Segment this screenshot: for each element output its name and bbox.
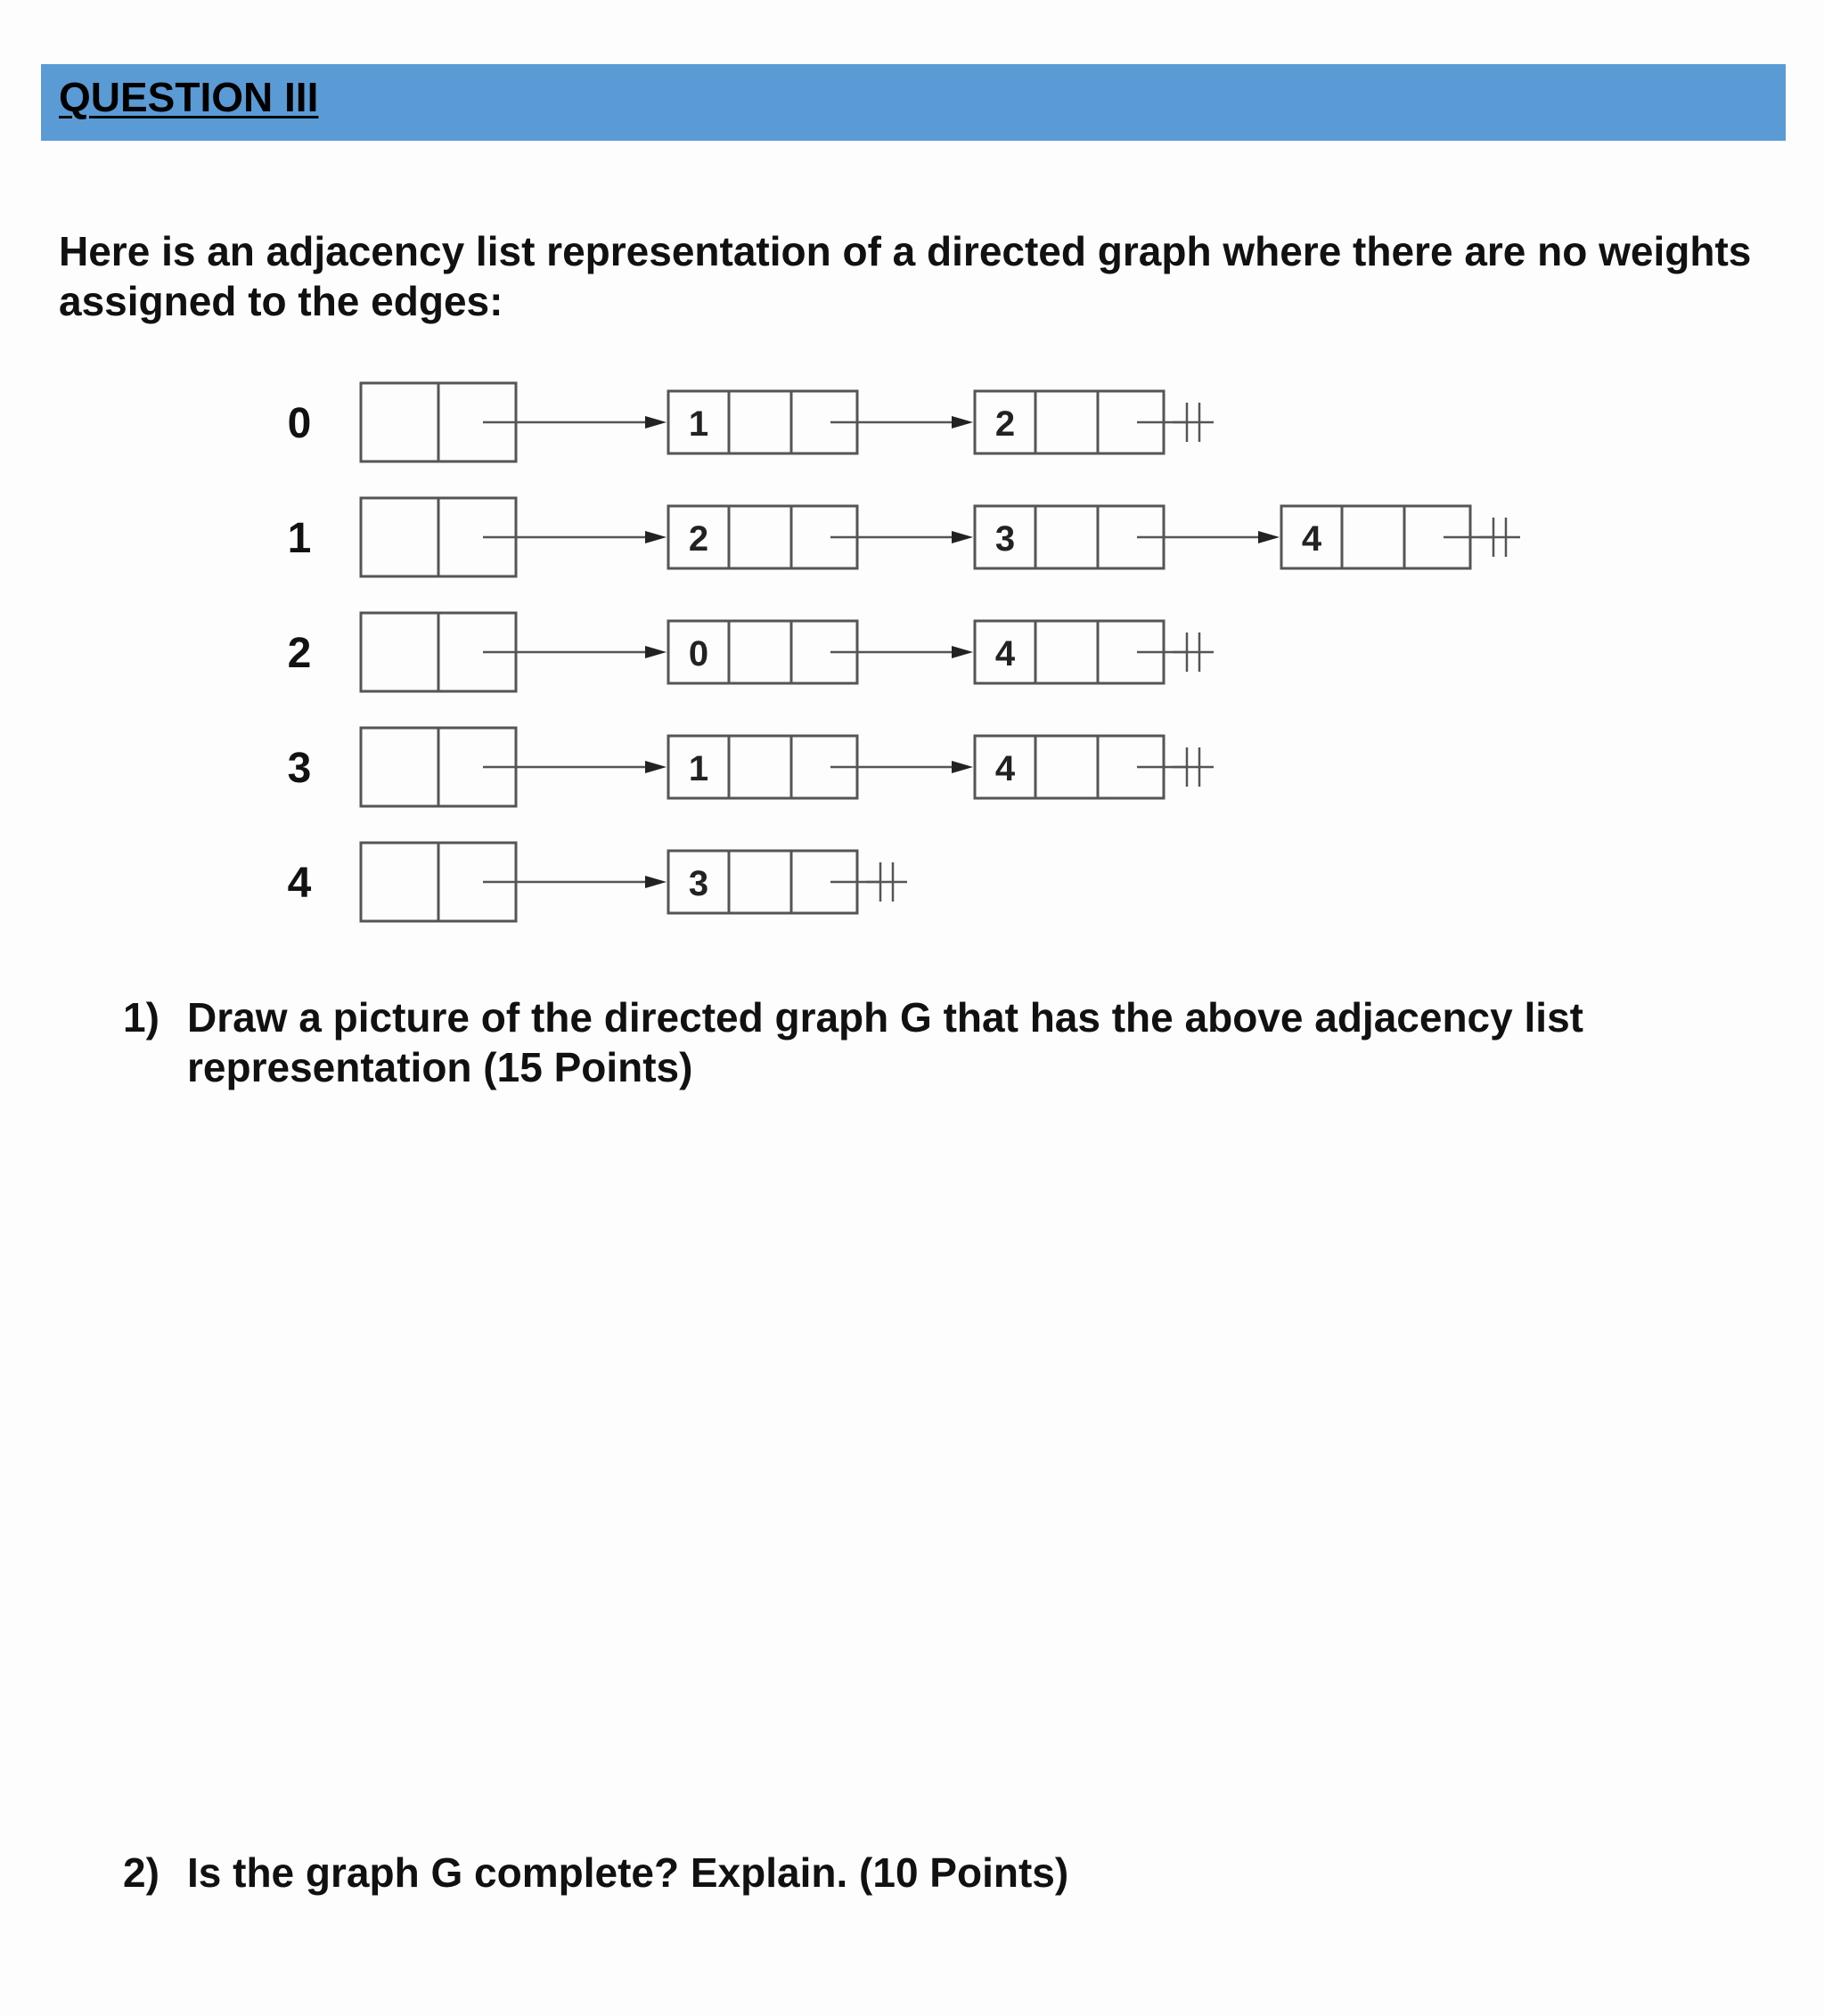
vertex-label-0: 0 xyxy=(287,400,312,447)
question-2-number: 2) xyxy=(123,1849,159,1896)
next-pointer-arrow xyxy=(952,646,973,658)
next-pointer-arrow xyxy=(952,531,973,543)
next-pointer-arrow xyxy=(1258,531,1280,543)
question-1 xyxy=(123,992,1745,1092)
null-terminator-icon xyxy=(1173,403,1214,442)
list-node-value: 4 xyxy=(994,749,1016,788)
pointer-arrow xyxy=(645,416,667,429)
next-pointer-arrow xyxy=(952,416,973,429)
null-terminator-icon xyxy=(866,862,907,902)
pointer-arrow xyxy=(645,761,667,773)
vertex-label-1: 1 xyxy=(287,515,312,562)
list-node-value: 4 xyxy=(994,634,1016,673)
question-2-text: Is the graph G complete? Explain. (10 Points) xyxy=(187,1849,1069,1896)
list-node-value: 2 xyxy=(688,519,709,559)
intro-text: Here is an adjacency list representation of a directed graph where there are no weights assigned to the edges: xyxy=(59,228,1752,324)
null-terminator-icon xyxy=(1173,633,1214,672)
next-pointer-arrow xyxy=(952,761,973,773)
list-node-value: 1 xyxy=(688,404,709,444)
question-title: QUESTION III xyxy=(59,74,319,120)
list-node-value: 3 xyxy=(994,519,1016,559)
null-terminator-icon xyxy=(1173,747,1214,787)
pointer-arrow xyxy=(645,646,667,658)
pointer-arrow xyxy=(645,531,667,543)
null-terminator-icon xyxy=(1479,518,1520,557)
list-node-value: 0 xyxy=(688,634,709,673)
question-1-number: 1) xyxy=(123,994,159,1041)
question-1-text: Draw a picture of the directed graph G that has the above adjacency list representation (15 Points) xyxy=(187,994,1583,1090)
list-node-value: 1 xyxy=(688,749,709,788)
vertex-label-2: 2 xyxy=(287,630,312,677)
question-2 xyxy=(123,1848,1745,1898)
pointer-arrow xyxy=(645,876,667,888)
list-node-value: 4 xyxy=(1301,519,1322,559)
list-node-value: 3 xyxy=(688,864,709,903)
list-node-value: 2 xyxy=(994,404,1016,444)
vertex-label-4: 4 xyxy=(287,860,312,907)
vertex-label-3: 3 xyxy=(287,745,312,792)
